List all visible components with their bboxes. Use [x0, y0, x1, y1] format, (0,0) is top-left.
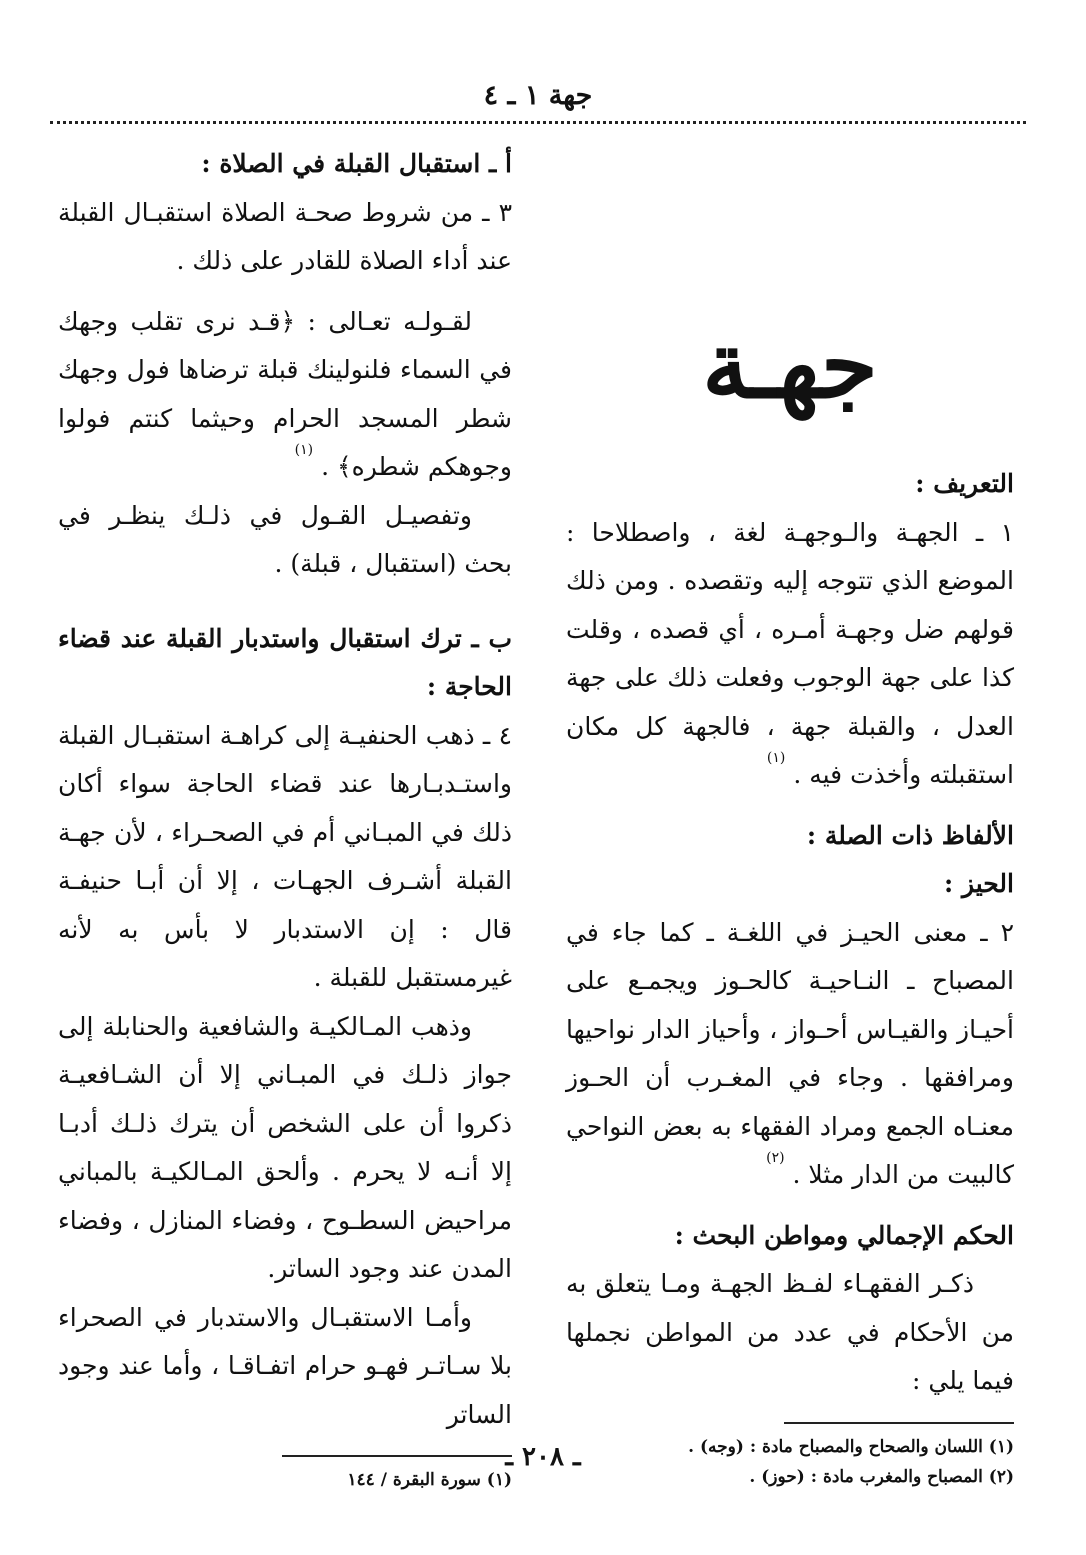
paragraph-6: وأمـا الاستقبـال والاستدبار في الصحراء بلا سـاتـر فهـو حرام اتفـاقـا ، وأما عند وجود الساتر — [58, 1302, 512, 1429]
footnote-rule — [784, 1422, 1014, 1424]
ruling-paragraph: ذكـر الفقهـاء لفـظ الجهـة ومـا يتعلق به من الأحكام في عدد من المواطن نجملها فيما يلي : — [566, 1269, 1014, 1395]
footnote: (١) اللسان والصحاح والمصباح مادة : (وجه) . — [688, 1436, 1014, 1457]
left-column — [58, 140, 512, 1495]
footnote-ref: (٢) — [766, 1150, 785, 1166]
ruling-heading: الحكم الإجمالي ومواطن البحث : — [674, 1220, 1014, 1250]
definition-paragraph: ١ ـ الجهـة والـوجهـة لغة ، واصطلاحا : الموضع الذي تتوجه إليه وتقصده . ومن ذلك قولهم ضل وجهـة أمـره ، أي قصده ، وقلت كذا على جهة الوجوب وفعلت ذلك على جهة العدل ، والقبلة جهة ، فالجهة كل مكان استقبلته وأخذت فيه . $^{(١)}$ — [566, 517, 1015, 789]
footnote: (١) سورة البقرة / ١٤٤ — [347, 1470, 512, 1490]
section-a-heading: أ ـ استقبال القبلة في الصلاة : — [201, 149, 512, 178]
right-column — [566, 140, 1014, 1492]
paragraph-5: وذهب المـالكيـة والشافعية والحنابلة إلى جواز ذلـك في المبـاني إلا أن الشـافعيـة ذكروا أن على الشخص أن يترك ذلـك أدبـا إلا أنـه لا يحرم . وألحق المـالكيـة بالمباني مراحيض السطـوح ، وفضاء المنازل ، وفضاء المدن عند وجود الساتر. — [58, 1011, 512, 1283]
section-b-heading: ب ـ ترك استقبال واستدبار القبلة عند قضاء الحاجة : — [58, 623, 512, 701]
paragraph-4: ٤ ـ ذهب الحنفيـة إلى كراهـة استقبـال القبلة واستـدبـارها عند قضاء الحاجة سواء أكان ذلك في المبـاني أم في الصحـراء ، لأن جهـة القبلة أشـرف الجهـات ، إلا أن أبـا حنيفـة قال : إن الاستدبار لا بأس به لأنه غيرمستقبل للقبلة . — [58, 720, 512, 992]
running-header: جهة ١ ـ ٤ — [483, 80, 593, 111]
hayyiz-paragraph: ٢ ـ معنى الحيـز في اللغـة ـ كما جاء في المصباح ـ النـاحيـة كالحـوز ويجمـع على أحيـاز والقيـاس أحـواز ، وأحياز الدار نواحيها ومرافقها . وجاء في المغـرب أن الحـوز معنـاه الجمع ومراد الفقهاء به بعض النواحي كالبيت من الدار مثلا . $^{(٢)}$ — [566, 917, 1014, 1189]
header-dotted-rule — [50, 121, 1026, 124]
page-number: ـ ٢٠٨ ـ — [505, 1442, 581, 1472]
quran-paragraph: لقـولـه تعـالى : ﴿قـد نرى تقلب وجهك في السماء فلنولينك قبلة ترضاها فول وجهك شطر المسجد الحرام وحيثما كنتم فولوا وجوهكم شطره﴾ . $^{(١)}$ — [58, 306, 512, 481]
footnote: (٢) المصباح والمغرب مادة : (حوز) . — [749, 1466, 1014, 1487]
definition-heading: التعريف : — [915, 469, 1014, 498]
footnote-ref: (١) — [294, 442, 314, 458]
entry-title: جهـة — [702, 311, 878, 419]
footnote-ref: (١) — [766, 750, 786, 766]
paragraph-3: ٣ ـ من شروط صحـة الصلاة استقبـال القبلة عند أداء الصلاة للقادر على ذلك . — [58, 197, 512, 275]
hayyiz-heading: الحيز : — [944, 869, 1014, 898]
detail-paragraph: وتفصيـل القـول في ذلـك ينظـر في بحث (استقبال ، قبلة) . — [58, 500, 512, 578]
related-terms-heading: الألفاظ ذات الصلة : — [806, 820, 1014, 850]
